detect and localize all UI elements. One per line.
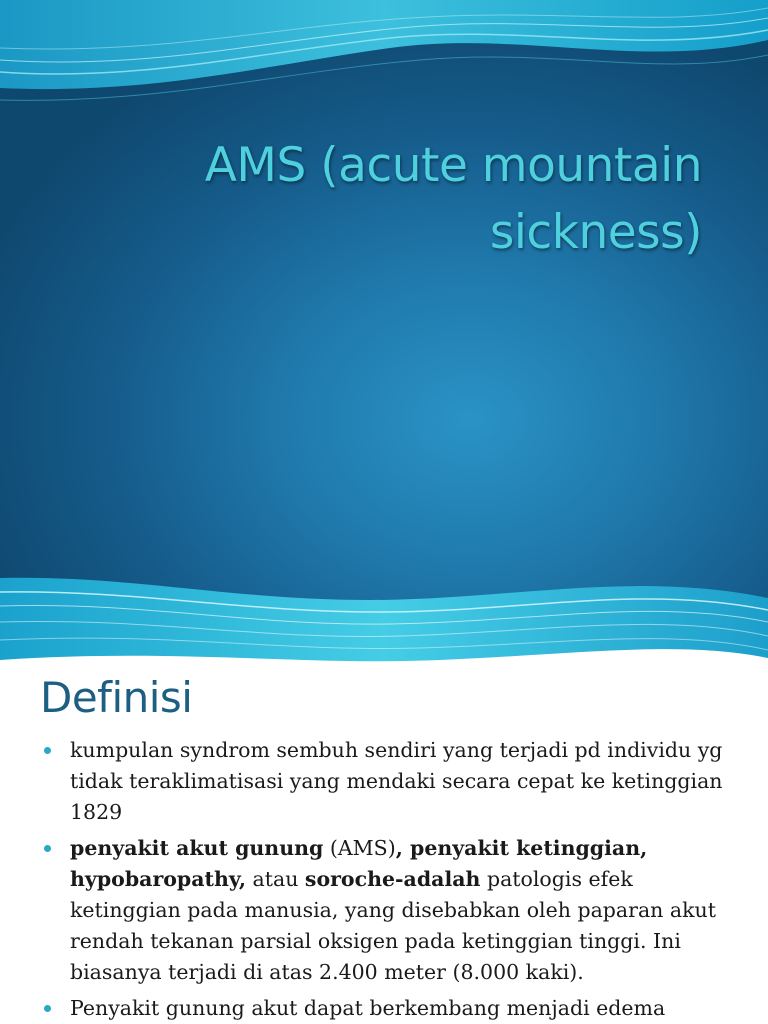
text-segment: patologis efek ketinggian pada manusia, yang disebabkan oleh paparan akut rendah tekanan parsial oksigen pada ketinggian tinggi. Ini biasanya terjadi di atas 2.400 meter (8.000 kaki). [70,867,716,984]
section-heading: Definisi [40,673,193,722]
bold-term: , penyakit ketinggian, [395,836,648,860]
list-item [0,735,740,828]
text-segment: (AMS) [323,836,396,860]
bold-term: hypobaropathy, [70,867,246,891]
bullet-text: Penyakit gunung akut dapat berkembang menjadi edema [70,996,666,1020]
bold-term: penyakit akut gunung [70,836,324,860]
text-segment: atau [246,867,305,891]
content-slide [0,665,768,1024]
slide-title: AMS (acute mountain sickness) [204,138,702,260]
bullet-icon [44,845,51,852]
bullet-icon [44,747,51,754]
bullet-text: kumpulan syndrom sembuh sendiri yang terjadi pd individu yg tidak teraklimatisasi yang mendaki secara cepat ke ketinggian 1829 [70,738,723,824]
bold-term: soroche-adalah [304,867,481,891]
list-item [0,833,740,988]
list-item [0,993,740,1024]
bullet-text-rich [70,836,716,984]
bullet-list [0,735,740,1024]
bullet-icon [44,1005,51,1012]
